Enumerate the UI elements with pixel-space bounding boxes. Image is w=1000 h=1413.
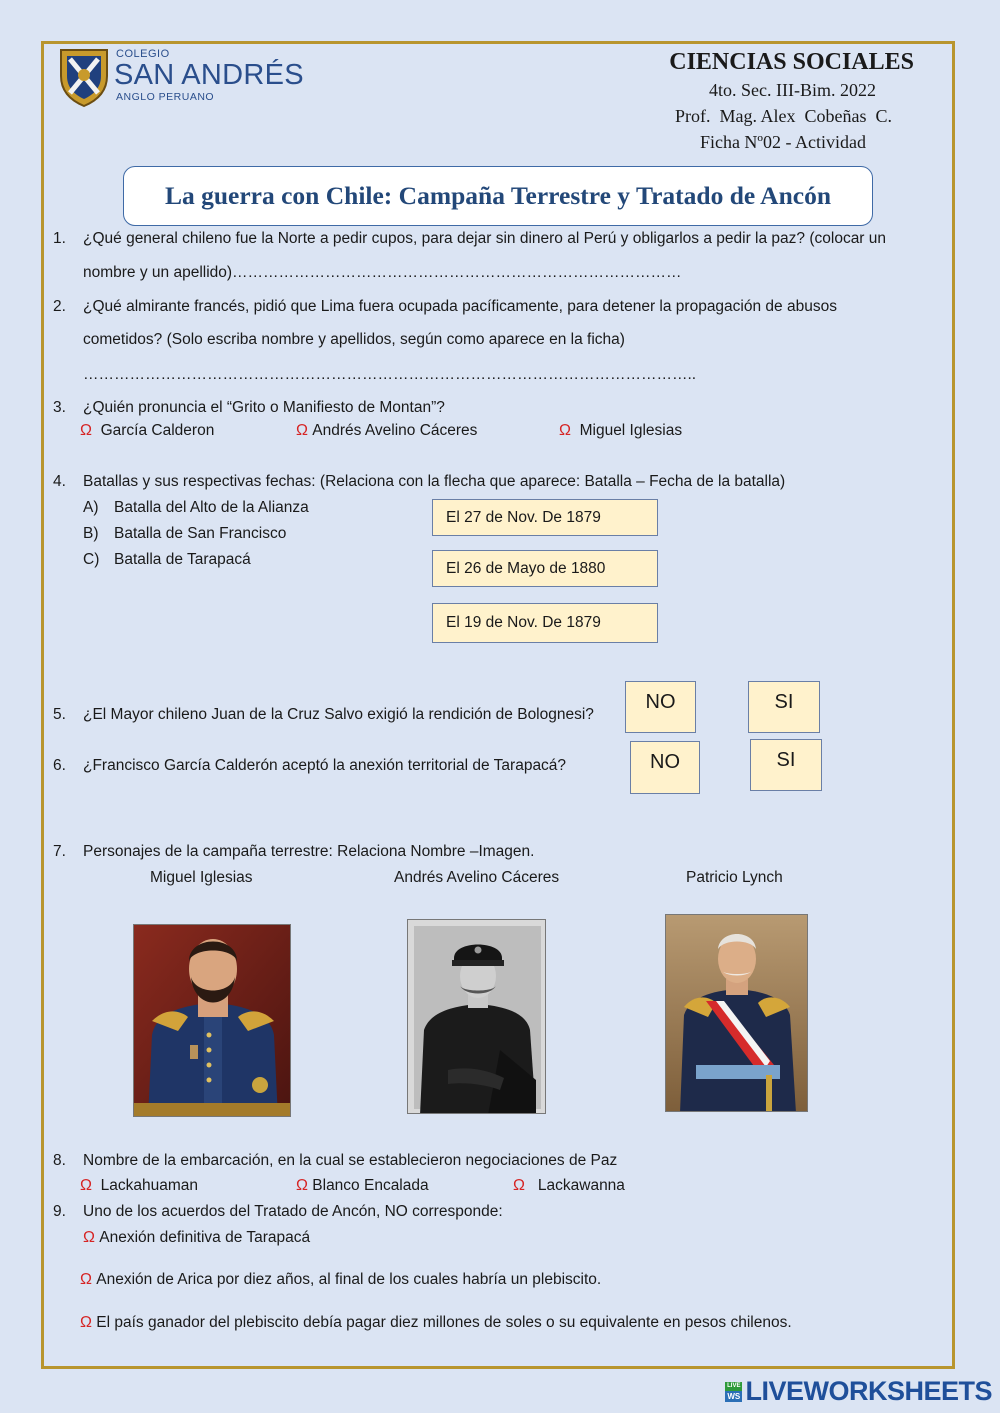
q2-text-line2: cometidos? (Solo escriba nombre y apellidos, según como aparece en la ficha) — [83, 331, 625, 348]
q9-option-1[interactable] — [83, 1229, 310, 1247]
omega-icon: Ω — [296, 1177, 308, 1194]
q2-number: 2. — [53, 298, 66, 315]
school-crest-icon — [58, 46, 110, 108]
q8-text: Nombre de la embarcación, en la cual se establecieron negociaciones de Paz — [83, 1152, 618, 1169]
q1-number: 1. — [53, 230, 66, 247]
badge-bottom-text: WS — [725, 1391, 742, 1402]
q4-battle-b[interactable]: Batalla de San Francisco — [114, 525, 287, 542]
q4-battle-b-letter: B) — [83, 525, 99, 542]
q6-text: ¿Francisco García Calderón aceptó la anexión territorial de Tarapacá? — [83, 757, 567, 774]
omega-icon: Ω — [80, 422, 92, 439]
q3-number: 3. — [53, 399, 66, 416]
portrait-1-illustration — [134, 925, 291, 1117]
teacher-info: Prof. Mag. Alex Cobeñas C. — [675, 106, 892, 126]
logo-school-sub: ANGLO PERUANO — [116, 91, 215, 103]
q9-option-1-label: Anexión definitiva de Tarapacá — [99, 1229, 311, 1246]
badge-top-text: LIVE — [727, 1382, 741, 1389]
q8-option-1[interactable] — [80, 1177, 198, 1195]
worksheet-title — [123, 166, 873, 226]
worksheet-title-text: La guerra con Chile: Campaña Terrestre y Tratado de Ancón — [164, 181, 832, 210]
school-logo — [58, 46, 308, 110]
q4-number: 4. — [53, 473, 66, 490]
q4-date-box-3[interactable]: El 19 de Nov. De 1879 — [432, 603, 658, 643]
portrait-image-1[interactable] — [133, 924, 291, 1117]
q3-option-3-label: Miguel Iglesias — [579, 422, 683, 439]
portrait-3-illustration — [666, 915, 808, 1112]
logo-school-name: SAN ANDRÉS — [114, 59, 304, 91]
liveworksheets-logo — [725, 1376, 992, 1407]
q7-name-1[interactable]: Miguel Iglesias — [150, 869, 253, 886]
q3-option-1-label: García Calderon — [100, 422, 215, 439]
q8-option-2-label: Blanco Encalada — [312, 1177, 429, 1194]
q9-text: Uno de los acuerdos del Tratado de Ancón, NO corresponde: — [83, 1203, 503, 1220]
q5-no-button[interactable]: NO — [625, 681, 696, 733]
q4-battle-a[interactable]: Batalla del Alto de la Alianza — [114, 499, 309, 516]
q4-battle-a-letter: A) — [83, 499, 99, 516]
q2-answer-line[interactable]: ……………………………………………………………………………………………………….. — [83, 366, 697, 383]
q7-name-2[interactable]: Andrés Avelino Cáceres — [394, 869, 560, 886]
q7-text: Personajes de la campaña terrestre: Relaciona Nombre –Imagen. — [83, 843, 535, 860]
q5-si-button[interactable]: SI — [748, 681, 820, 733]
q1-text-line1: ¿Qué general chileno fue la Norte a pedir cupos, para dejar sin dinero al Perú y obligarlos a pedir la paz? (colocar un — [83, 230, 887, 247]
q9-number: 9. — [53, 1203, 66, 1220]
omega-icon: Ω — [80, 1314, 92, 1331]
q3-option-2-label: Andrés Avelino Cáceres — [312, 422, 478, 439]
q8-option-3-label: Lackawanna — [537, 1177, 625, 1194]
portrait-image-2[interactable] — [407, 919, 546, 1114]
logo-colegio-text: COLEGIO — [116, 48, 170, 60]
q7-number: 7. — [53, 843, 66, 860]
q7-name-3[interactable]: Patricio Lynch — [686, 869, 783, 886]
q8-number: 8. — [53, 1152, 66, 1169]
q6-number: 6. — [53, 757, 66, 774]
q3-text: ¿Quién pronuncia el “Grito o Manifiesto de Montan”? — [83, 399, 445, 416]
q3-option-2[interactable] — [296, 422, 477, 440]
q5-number: 5. — [53, 706, 66, 723]
q9-option-3[interactable] — [80, 1314, 792, 1332]
q6-no-button[interactable]: NO — [630, 741, 700, 794]
omega-icon: Ω — [83, 1229, 95, 1246]
omega-icon: Ω — [80, 1177, 92, 1194]
liveworksheets-badge-icon — [725, 1382, 742, 1402]
q4-date-box-2[interactable]: El 26 de Mayo de 1880 — [432, 550, 658, 587]
q1-answer-line[interactable]: nombre y un apellido)…………………………………………………………………………… — [83, 264, 682, 281]
liveworksheets-brand-text: LIVEWORKSHEETS — [745, 1376, 992, 1406]
q9-option-2-label: Anexión de Arica por diez años, al final de los cuales habría un plebiscito. — [96, 1271, 602, 1288]
q6-si-button[interactable]: SI — [750, 739, 822, 791]
portrait-image-3[interactable] — [665, 914, 808, 1112]
portrait-2-illustration — [408, 920, 546, 1114]
grade-info: 4to. Sec. III-Bim. 2022 — [709, 80, 876, 100]
q4-battle-c[interactable]: Batalla de Tarapacá — [114, 551, 251, 568]
q4-text: Batallas y sus respectivas fechas: (Relaciona con la flecha que aparece: Batalla – Fecha de la batalla) — [83, 473, 786, 490]
q5-text: ¿El Mayor chileno Juan de la Cruz Salvo exigió la rendición de Bolognesi? — [83, 706, 594, 723]
q9-option-3-label: El país ganador del plebiscito debía pagar diez millones de soles o su equivalente en pesos chilenos. — [96, 1314, 792, 1331]
q4-date-box-1[interactable]: El 27 de Nov. De 1879 — [432, 499, 658, 536]
q3-option-3[interactable] — [559, 422, 682, 440]
omega-icon: Ω — [296, 422, 308, 439]
subject-title: CIENCIAS SOCIALES — [669, 49, 914, 75]
omega-icon: Ω — [513, 1177, 525, 1194]
sheet-info: Ficha Nº02 - Actividad — [699, 132, 866, 152]
q8-option-2[interactable] — [296, 1177, 429, 1195]
omega-icon: Ω — [80, 1271, 92, 1288]
q3-option-1[interactable] — [80, 422, 214, 440]
q8-option-3[interactable] — [513, 1177, 625, 1195]
q4-battle-c-letter: C) — [83, 551, 100, 568]
q2-text-line1: ¿Qué almirante francés, pidió que Lima fuera ocupada pacíficamente, para detener la propagación de abusos — [83, 298, 837, 315]
omega-icon: Ω — [559, 422, 571, 439]
q9-option-2[interactable] — [80, 1271, 601, 1289]
q8-option-1-label: Lackahuaman — [100, 1177, 198, 1194]
